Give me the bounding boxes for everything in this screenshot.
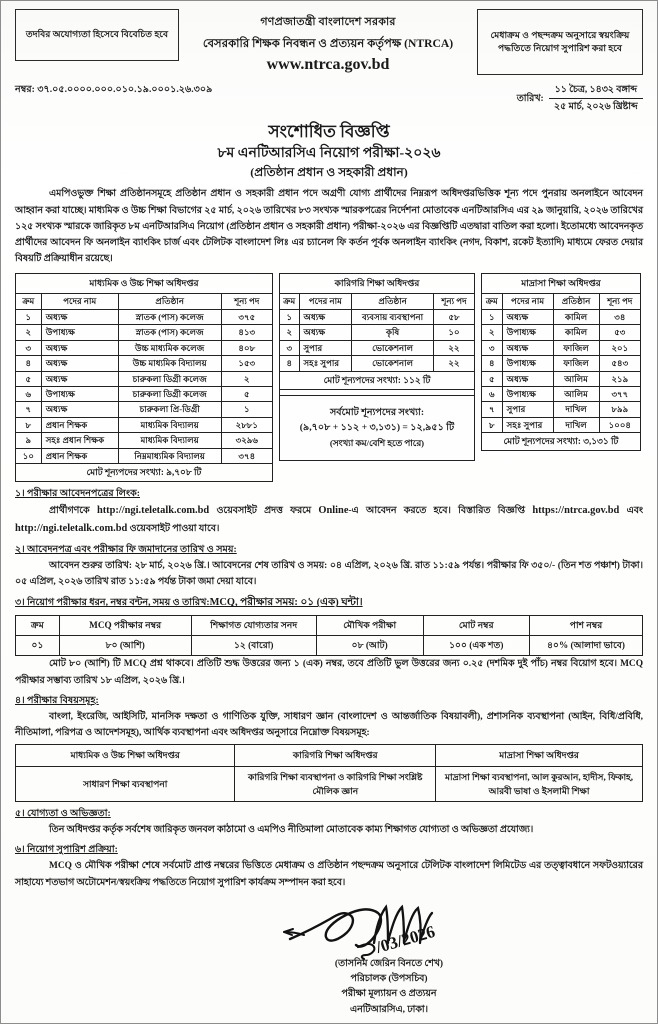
table-total-row xyxy=(16,464,273,482)
table-row xyxy=(482,371,641,386)
cell-vacancy: ৪০৮ xyxy=(221,340,272,355)
cell-post: সুপার xyxy=(502,402,553,417)
section-2-heading: ২। আবেদনপত্র এবং পরীক্ষার ফি জমাদানের তারিখ ও সময়: xyxy=(15,544,237,556)
memo-number xyxy=(15,83,212,98)
cell-serial: ৪ xyxy=(482,356,503,371)
table-madrasah-total: মোট শূন্যপদের সংখ্যা: ৩,১৩১ টি xyxy=(482,433,641,451)
table-technical-wrap xyxy=(279,273,475,460)
table-secondary xyxy=(15,273,273,482)
cell-post: প্রধান শিক্ষক xyxy=(41,417,118,432)
cell-post: অধ্যক্ষ xyxy=(502,371,553,386)
marks-col-total: মোট নম্বর xyxy=(423,616,530,636)
cell-serial: ৭ xyxy=(482,402,503,417)
cell-vacancy: ৫৮ xyxy=(434,309,475,324)
cell-vacancy: ৩৪ xyxy=(599,309,640,324)
col-vacancy: শূন্য পদ xyxy=(599,294,640,309)
cell-institution: চারুকলা ডিগ্রী কলেজ xyxy=(118,371,221,386)
table-header-row xyxy=(280,294,475,309)
cell-vacancy: ৪১৩ xyxy=(221,325,272,340)
subjects-value-row xyxy=(16,766,643,802)
date-bangla: ১১ চৈত্র, ১৪৩২ বঙ্গাব্দ xyxy=(549,83,643,99)
section-5-heading: ৫। যোগ্যতা ও অভিজ্ঞতা: xyxy=(15,808,111,820)
header-center xyxy=(185,9,471,74)
cell-post: উপাধ্যক্ষ xyxy=(41,386,118,401)
table-row xyxy=(482,325,641,340)
signature-block xyxy=(264,899,514,1018)
document-header xyxy=(15,9,643,75)
table-row xyxy=(280,356,475,371)
exam-title: ৮ম এনটিআরসিএ নিয়োগ পরীক্ষা-২০২৬ xyxy=(217,146,441,162)
cell-serial: ১০ xyxy=(16,448,42,463)
cell-post: সহঃ সুপার xyxy=(502,417,553,432)
grand-total-label: সর্বমোট শূন্যপদের সংখ্যা: xyxy=(329,406,425,418)
marks-col-viva: মৌখিক পরীক্ষা xyxy=(316,616,423,636)
table-row xyxy=(16,325,273,340)
cell-serial: ৯ xyxy=(16,433,42,448)
table-row xyxy=(16,433,273,448)
table-technical-title: কারিগরি শিক্ষা অধিদপ্তর xyxy=(279,273,475,293)
page-title: সংশোধিত বিজ্ঞপ্তি xyxy=(268,122,390,142)
section-1-heading: ১। পরীক্ষার আবেদনপত্রের লিংক: xyxy=(15,488,140,500)
cell-institution: কামিল xyxy=(553,309,599,324)
table-technical-total: মোট শূন্যপদের সংখ্যা: ১১২ টি xyxy=(280,371,475,389)
cell-vacancy: ২০১ xyxy=(599,340,640,355)
col-serial: ক্রম xyxy=(280,294,300,309)
s1-text-a: প্রার্থীগণকে xyxy=(49,506,97,517)
cell-vacancy: ২১৯ xyxy=(599,371,640,386)
date-gregorian: ২৫ মার্চ, ২০২৬ খ্রিষ্টাব্দ xyxy=(554,102,638,113)
cell-institution: দাখিল xyxy=(553,417,599,432)
handwritten-signature xyxy=(264,899,514,961)
marks-col-certificate: শিক্ষাগত যোগ্যতার সনদ xyxy=(191,616,316,636)
cell-serial: ৩ xyxy=(16,340,42,355)
table-header-row xyxy=(482,294,641,309)
cell-serial: ২ xyxy=(280,325,300,340)
table-madrasah-wrap xyxy=(481,273,641,451)
section-3-heading-tail: MCQ, পরীক্ষার সময়: ০১ (এক) ঘন্টা। xyxy=(209,597,363,609)
section-4-heading: ৪। পরীক্ষার বিষয়সমূহ: xyxy=(15,694,99,706)
cell-post: অধ্যক্ষ xyxy=(502,309,553,324)
cell-post: অধ্যক্ষ xyxy=(41,309,118,324)
signatory-office: এনটিআরসিএ, ঢাকা। xyxy=(350,1004,428,1015)
marks-cell-mcq: ৮০ (আশি) xyxy=(59,636,191,656)
cell-serial: ১ xyxy=(16,309,42,324)
table-technical xyxy=(279,273,475,389)
cell-serial: ১ xyxy=(482,309,503,324)
cell-serial: ১ xyxy=(280,309,300,324)
marks-cell-certificate: ১২ (বারো) xyxy=(191,636,316,656)
subjects-header-row xyxy=(16,745,643,766)
cell-vacancy: ৩৭৫ xyxy=(221,309,272,324)
marks-value-row xyxy=(16,636,643,656)
cell-post: অধ্যক্ষ xyxy=(502,340,553,355)
table-row xyxy=(16,448,273,463)
marks-distribution-table xyxy=(15,615,643,656)
col-institution: প্রতিষ্ঠান xyxy=(118,294,221,309)
cell-vacancy: ২ xyxy=(221,371,272,386)
cell-institution: দাখিল xyxy=(553,402,599,417)
signatory-department: পরীক্ষা মূল্যায়ন ও প্রত্যয়ন xyxy=(341,989,437,1000)
cell-institution: ব্যবসায় ব্যবস্থাপনা xyxy=(352,309,434,324)
col-post: পদের নাম xyxy=(41,294,118,309)
cell-serial: ২ xyxy=(16,325,42,340)
section-2-body: আবেদন শুরুর তারিখ: ২৮ মার্চ, ২০২৬ খ্রি.। আবেদনের শেষ তারিখ ও সময়: ০৪ এপ্রিল, ২০২৬ খ্রি. রাত ১১:৫৯ পর্যন্ত। পরীক্ষার ফি ৩৫০/- (তিন শত পঞ্চাশ) টাকা। ০৫ এপ্রিল, ২০২৬ তারিখ রাত ১১:৫৯ পর্যন্ত টাকা জমা দেয়া যাবে। xyxy=(15,561,643,588)
cell-vacancy: ১০ xyxy=(434,325,475,340)
cell-institution: উচ্চ মাধ্যমিক কলেজ xyxy=(118,340,221,355)
table-row xyxy=(16,386,273,401)
section-3-heading-text: ৩। নিয়োগ পরীক্ষার ধরন, নম্বর বন্টন, সময় ও তারিখ: xyxy=(15,597,210,609)
cell-post: উপাধ্যক্ষ xyxy=(502,386,553,401)
table-row xyxy=(16,417,273,432)
grand-total-block xyxy=(279,396,475,461)
section-1-body xyxy=(15,502,643,538)
cell-post: সহঃ প্রধান শিক্ষক xyxy=(41,433,118,448)
ntrca-link[interactable]: https://ntrca.gov.bd xyxy=(532,505,620,517)
cell-institution: ফাজিল xyxy=(553,356,599,371)
cell-serial: ৩ xyxy=(482,340,503,355)
cell-institution: ভোকেশনাল xyxy=(352,340,434,355)
table-row xyxy=(280,309,475,324)
subjects-col-madrasah: মাদ্রাসা শিক্ষা অধিদপ্তর xyxy=(436,745,643,766)
col-vacancy: শূন্য পদ xyxy=(434,294,475,309)
cell-post: অধ্যক্ষ xyxy=(41,340,118,355)
cell-post: অধ্যক্ষ xyxy=(41,356,118,371)
table-secondary-total: মোট শূন্যপদের সংখ্যা: ৯,৭০৮ টি xyxy=(16,464,273,482)
cell-institution: ফাজিল xyxy=(553,340,599,355)
col-post: পদের নাম xyxy=(299,294,352,309)
cell-institution: মাধ্যমিক বিদ্যালয় xyxy=(118,417,221,432)
cell-institution: উচ্চ মাধ্যমিক বিদ্যালয় xyxy=(118,356,221,371)
cell-serial: ৮ xyxy=(482,417,503,432)
table-row xyxy=(482,417,641,432)
section-5-body: তিন অধিদপ্তর কর্তৃক সর্বশেষ জারিকৃত জনবল কাঠামো ও এমপিও নীতিমালা মোতাবেক কাম্য শিক্ষাগত যোগ্যতা ও অভিজ্ঞতা প্রযোজ্য। xyxy=(49,825,534,836)
cell-post: অধ্যক্ষ xyxy=(299,325,352,340)
cell-institution: ভোকেশনাল xyxy=(352,356,434,371)
table-secondary-title: মাধ্যমিক ও উচ্চ শিক্ষা অধিদপ্তর xyxy=(15,273,273,293)
table-row xyxy=(16,309,273,324)
section-3-heading xyxy=(15,595,643,612)
cell-institution: নিম্নমাধ্যমিক বিদ্যালয় xyxy=(118,448,221,463)
signatory-name: (তাসনিম জেরিন বিনতে শেখ) xyxy=(334,958,444,969)
grand-total-note: (সংখ্যা কম/বেশি হতে পারে) xyxy=(329,438,425,449)
cell-vacancy: ১ xyxy=(221,402,272,417)
cell-serial: ২ xyxy=(482,325,503,340)
notice-titles xyxy=(15,120,643,180)
cell-post: সহঃ সুপার xyxy=(299,356,352,371)
cell-serial: ৪ xyxy=(280,356,300,371)
col-vacancy: শূন্য পদ xyxy=(221,294,272,309)
cell-vacancy: ৩৭৪ xyxy=(221,448,272,463)
government-line: গণপ্রজাতন্ত্রী বাংলাদেশ সরকার xyxy=(260,16,396,28)
subjects-table xyxy=(15,744,643,802)
cell-serial: ৭ xyxy=(16,402,42,417)
s1-text-c: -এ আবেদন করতে হবে। বিস্তারিত বিজ্ঞপ্তি xyxy=(348,506,533,517)
marks-col-serial: ক্রম xyxy=(16,616,60,636)
section-4-body: বাংলা, ইংরেজি, আইসিটি, মানসিক দক্ষতা ও গাণিতিক যুক্তি, সাধারণ জ্ঞান (বাংলাদেশ ও আন্তর্জাতিক বিষয়াবলী), প্রশাসনিক ব্যবস্থাপনা (আইন, বিধি/প্রবিধি, নীতিমালা, পরিপত্র ও আদেশসমূহ), আর্থিক ব্যবস্থাপনা এবং অধিদপ্তর অনুসারে নিম্নোক্ত বিষয়সমূহ: xyxy=(15,711,643,738)
table-row xyxy=(482,356,641,371)
section-3-note: মোট ৮০ (আশি) টি MCQ প্রশ্ন থাকবে। প্রতিটি শুদ্ধ উত্তরের জন্য ১ (এক) নম্বর, তবে প্রতিটি ভুল উত্তরের জন্য ০.২৫ (দশমিক দুই পাঁচ) নম্বর বিয়োগ হবে। MCQ পরীক্ষার সম্ভাব্য তারিখ ১৮ এপ্রিল, ২০২৬ খ্রি.। xyxy=(15,659,643,686)
table-row xyxy=(280,340,475,355)
cell-vacancy: ৮৯৯ xyxy=(599,402,640,417)
col-serial: ক্রম xyxy=(16,294,42,309)
cell-post: উপাধ্যক্ষ xyxy=(502,325,553,340)
table-row xyxy=(16,402,273,417)
cell-serial: ৬ xyxy=(482,386,503,401)
online-word: Online xyxy=(318,505,349,517)
table-total-row xyxy=(280,371,475,389)
col-institution: প্রতিষ্ঠান xyxy=(553,294,599,309)
cell-post: উপাধ্যক্ষ xyxy=(41,325,118,340)
cell-institution: আলিম xyxy=(553,371,599,386)
marks-cell-total: ১০০ (এক শত) xyxy=(423,636,530,656)
marks-cell-pass: ৪০% (আলাদা ভাবে) xyxy=(530,636,643,656)
cell-post: অধ্যক্ষ xyxy=(299,309,352,324)
table-header-row xyxy=(16,294,273,309)
memo-date xyxy=(517,83,643,114)
vacancy-tables xyxy=(15,273,643,482)
table-secondary-wrap xyxy=(15,273,273,482)
table-row xyxy=(16,371,273,386)
cell-vacancy: ১০০৪ xyxy=(599,417,640,432)
cell-vacancy: ২২ xyxy=(434,340,475,355)
cell-serial: ৪ xyxy=(16,356,42,371)
cell-vacancy: ৫ xyxy=(221,386,272,401)
grand-total-value: (৯,৭০৮ + ১১২ + ৩,১৩১) = ১২,৯৫১ টি xyxy=(299,422,455,434)
cell-post: অধ্যক্ষ xyxy=(41,371,118,386)
cell-post: উপাধ্যক্ষ xyxy=(502,356,553,371)
intro-paragraph: এমপিওভুক্ত শিক্ষা প্রতিষ্ঠানসমূহে প্রতিষ্ঠান প্রধান ও সহকারী প্রধান পদে অগ্রণী যোগ্য প্রার্থীদের নিম্নরূপ অধিদপ্তরভিত্তিক শূন্য পদে পুনরায় অনলাইনে আবেদন আহ্বান করা যাচ্ছে। মাধ্যমিক ও উচ্চ শিক্ষা বিভাগের ২৫ মার্চ, ২০২৬ তারিখের ৮৩ সংখ্যক স্মারকপত্রের নির্দেশনা মোতাবেক এনটিআরসিএ এর ২৯ জানুয়ারি, ২০২৬ তারিখের ১২৫ সংখ্যক স্মারকে জারিকৃত ৮ম এনটিআরসিএ নিয়োগ (প্রতিষ্ঠান প্রধান ও সহকারী প্রধান) পরীক্ষা-২০২৬ এর বিজ্ঞপ্তিটি এতদ্বারা বাতিল করা হলো। ইতোমধ্যে আবেদনকৃত প্রার্থীদের আবেদন ফি অনলাইন ব্যাংকিং চার্জ এবং টেলিটক বাংলাদেশ লিঃ এর চ্যানেল ফি কর্তন পূর্বক অনলাইন ব্যাংকিং (নগদ, বিকাশ, রকেট ইত্যাদি) মাধ্যমে ফেরত দেয়ার বিষয়টি প্রক্রিয়াধীন রয়েছে। xyxy=(15,189,643,265)
cell-serial: ৩ xyxy=(280,340,300,355)
cell-institution: স্নাতক (পাস) কলেজ xyxy=(118,309,221,324)
exam-subtitle: (প্রতিষ্ঠান প্রধান ও সহকারী প্রধান) xyxy=(250,164,408,179)
memo-number-label: নম্বর: xyxy=(15,84,35,95)
application-link-1[interactable]: http://ngi.teletalk.com.bd xyxy=(96,505,210,517)
memo-line xyxy=(15,83,643,114)
memo-number-value: ৩৭.০৫.০০০০.০০০.০১০.১৯.০০০১.২৬.৩০৯ xyxy=(37,84,213,95)
marks-cell-serial: ০১ xyxy=(16,636,60,656)
table-madrasah xyxy=(481,273,641,451)
cell-institution: চারুকলা প্রি-ডিগ্রী xyxy=(118,402,221,417)
table-total-row xyxy=(482,433,641,451)
cell-vacancy: ৫৪৩ xyxy=(599,356,640,371)
memo-date-label: তারিখ: xyxy=(516,94,544,105)
s1-text-e: ওয়েবসাইট পাওয়া যাবে। xyxy=(127,524,220,535)
subjects-cell-secondary: সাধারণ শিক্ষা ব্যবস্থাপনা xyxy=(16,766,235,802)
cell-institution: কৃষি xyxy=(352,325,434,340)
marks-header-row xyxy=(16,616,643,636)
application-link-2[interactable]: http://ngi.teletalk.com.bd xyxy=(15,523,128,535)
cell-institution: চারুকলা ডিগ্রী কলেজ xyxy=(118,386,221,401)
col-serial: ক্রম xyxy=(482,294,503,309)
subjects-col-technical: কারিগরি শিক্ষা অধিদপ্তর xyxy=(235,745,436,766)
header-note-left: তদবির অযোগ্যতা হিসেবে বিবেচিত হবে xyxy=(15,9,179,61)
header-note-right: মেধাক্রম ও পছন্দক্রম অনুসারে স্বয়ংক্রিয় পদ্ধতিতে নিয়োগ সুপারিশ করা হবে xyxy=(477,9,643,75)
col-institution: প্রতিষ্ঠান xyxy=(352,294,434,309)
marks-cell-viva: ০৮ (আট) xyxy=(316,636,423,656)
subjects-cell-madrasah: মাদ্রাসা শিক্ষা ব্যবস্থাপনা, আল কুরআন, হাদীস, ফিকাহ, আরবী ভাষা ও ইসলামী শিক্ষা xyxy=(436,766,643,802)
cell-serial: ৫ xyxy=(482,371,503,386)
table-row xyxy=(280,325,475,340)
section-6-body: MCQ ও মৌখিক পরীক্ষা শেষে সর্বমোট প্রাপ্ত নম্বরের ভিত্তিতে মেধাক্রম ও প্রতিষ্ঠান পছন্দক্রম অনুসারে টেলিটক বাংলাদেশ লিমিটেড এর তত্ত্বাবধানে সফটওয়্যারের সাহায্যে শতভাগ অটোমেশন/স্বয়ংক্রিয় পদ্ধতিতে নিয়োগ সুপারিশ কার্যক্রম সম্পাদন করা হবে। xyxy=(15,861,643,888)
table-row xyxy=(16,356,273,371)
cell-institution: আলিম xyxy=(553,386,599,401)
cell-post: অধ্যক্ষ xyxy=(41,402,118,417)
cell-vacancy: ৩২৯৬ xyxy=(221,433,272,448)
cell-institution: কামিল xyxy=(553,325,599,340)
cell-institution: স্নাতক (পাস) কলেজ xyxy=(118,325,221,340)
svg-text:/03/2026: /03/2026 xyxy=(373,921,437,957)
cell-institution: মাধ্যমিক বিদ্যালয় xyxy=(118,433,221,448)
table-row xyxy=(482,402,641,417)
cell-vacancy: ৫৩ xyxy=(599,325,640,340)
col-post: পদের নাম xyxy=(502,294,553,309)
table-row xyxy=(482,309,641,324)
cell-serial: ৫ xyxy=(16,371,42,386)
table-row xyxy=(16,340,273,355)
signatory-designation: পরিচালক (উপসচিব) xyxy=(350,974,428,985)
subjects-cell-technical: কারিগরি শিক্ষা ব্যবস্থাপনা ও কারিগরি শিক্ষা সংশ্লিষ্ট মৌলিক জ্ঞান xyxy=(235,766,436,802)
s1-text-b: ওয়েবসাইট প্রদত্ত ফরমে xyxy=(209,506,319,517)
signature-details xyxy=(264,957,514,1018)
marks-col-pass: পাশ নম্বর xyxy=(530,616,643,636)
subjects-col-secondary: মাধ্যমিক ও উচ্চ শিক্ষা অধিদপ্তর xyxy=(16,745,235,766)
table-madrasah-title: মাদ্রাসা শিক্ষা অধিদপ্তর xyxy=(481,273,641,293)
cell-vacancy: ৩৭৭ xyxy=(599,386,640,401)
cell-serial: ৮ xyxy=(16,417,42,432)
table-row xyxy=(482,386,641,401)
cell-vacancy: ১৫৩ xyxy=(221,356,272,371)
date-stack xyxy=(549,83,643,114)
signature-area xyxy=(15,899,643,1018)
cell-vacancy: ২৮৮১ xyxy=(221,417,272,432)
marks-col-mcq: MCQ পরীক্ষার নম্বর xyxy=(59,616,191,636)
table-row xyxy=(482,340,641,355)
authority-line: বেসরকারি শিক্ষক নিবন্ধন ও প্রত্যয়ন কর্তৃপক্ষ (NTRCA) xyxy=(202,37,454,50)
s1-text-d: এবং xyxy=(619,506,644,517)
cell-vacancy: ২২ xyxy=(434,356,475,371)
website-url[interactable]: www.ntrca.gov.bd xyxy=(266,56,390,73)
cell-post: সুপার xyxy=(299,340,352,355)
section-6-heading: ৬। নিয়োগ সুপারিশ প্রক্রিয়া: xyxy=(15,844,118,856)
cell-serial: ৬ xyxy=(16,386,42,401)
cell-post: প্রধান শিক্ষক xyxy=(41,448,118,463)
